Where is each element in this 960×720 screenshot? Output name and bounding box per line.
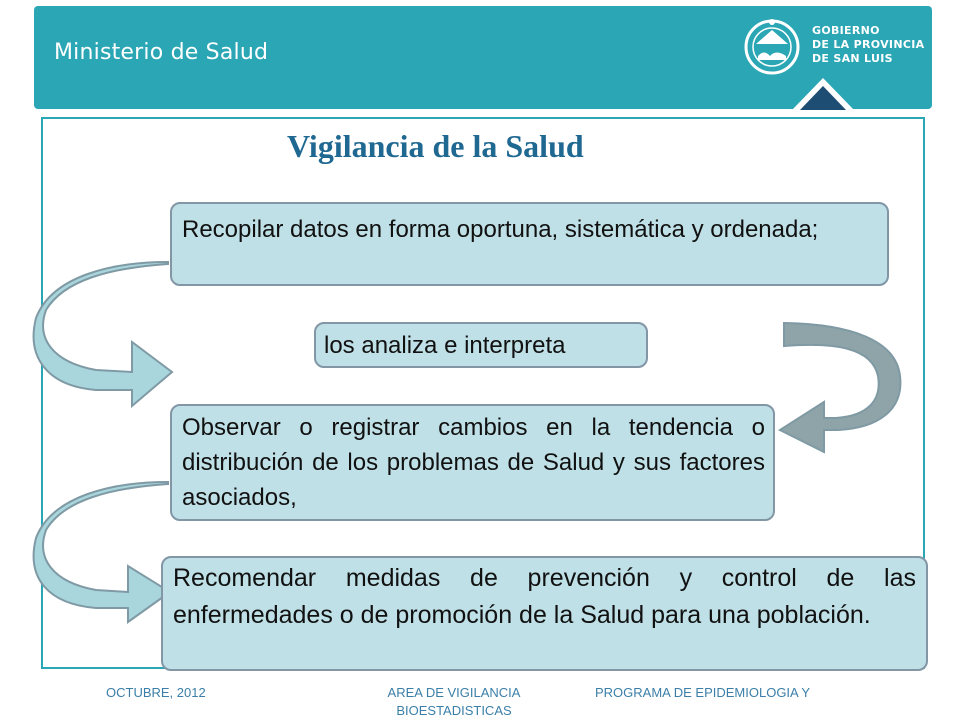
step-box-recommend: Recomendar medidas de prevención y control de las enfermedades o de promoción de la Salud para una población. (161, 556, 928, 671)
step-box-collect: Recopilar datos en forma oportuna, sistemática y ordenada; (170, 202, 889, 286)
government-line: DE SAN LUIS (812, 52, 893, 65)
footer-date: OCTUBRE, 2012 (106, 685, 206, 700)
footer-area: AREA DE VIGILANCIA BIOESTADISTICAS (387, 685, 521, 718)
step-box-observe: Observar o registrar cambios en la tendencia o distribución de los problemas de Salud y sus factores asociados, (170, 404, 775, 521)
curved-arrow-right-icon (780, 323, 900, 452)
slide-title: Vigilancia de la Salud (287, 128, 584, 164)
government-line: GOBIERNO (812, 24, 880, 37)
curved-arrow-left-bottom-icon (34, 482, 170, 622)
government-line: DE LA PROVINCIA (812, 38, 925, 51)
step-box-analyze: los analiza e interpreta (314, 322, 648, 368)
footer-program: PROGRAMA DE EPIDEMIOLOGIA Y (595, 685, 811, 700)
curved-arrow-left-top-icon (34, 262, 172, 406)
ministry-name: Ministerio de Salud (54, 40, 269, 65)
